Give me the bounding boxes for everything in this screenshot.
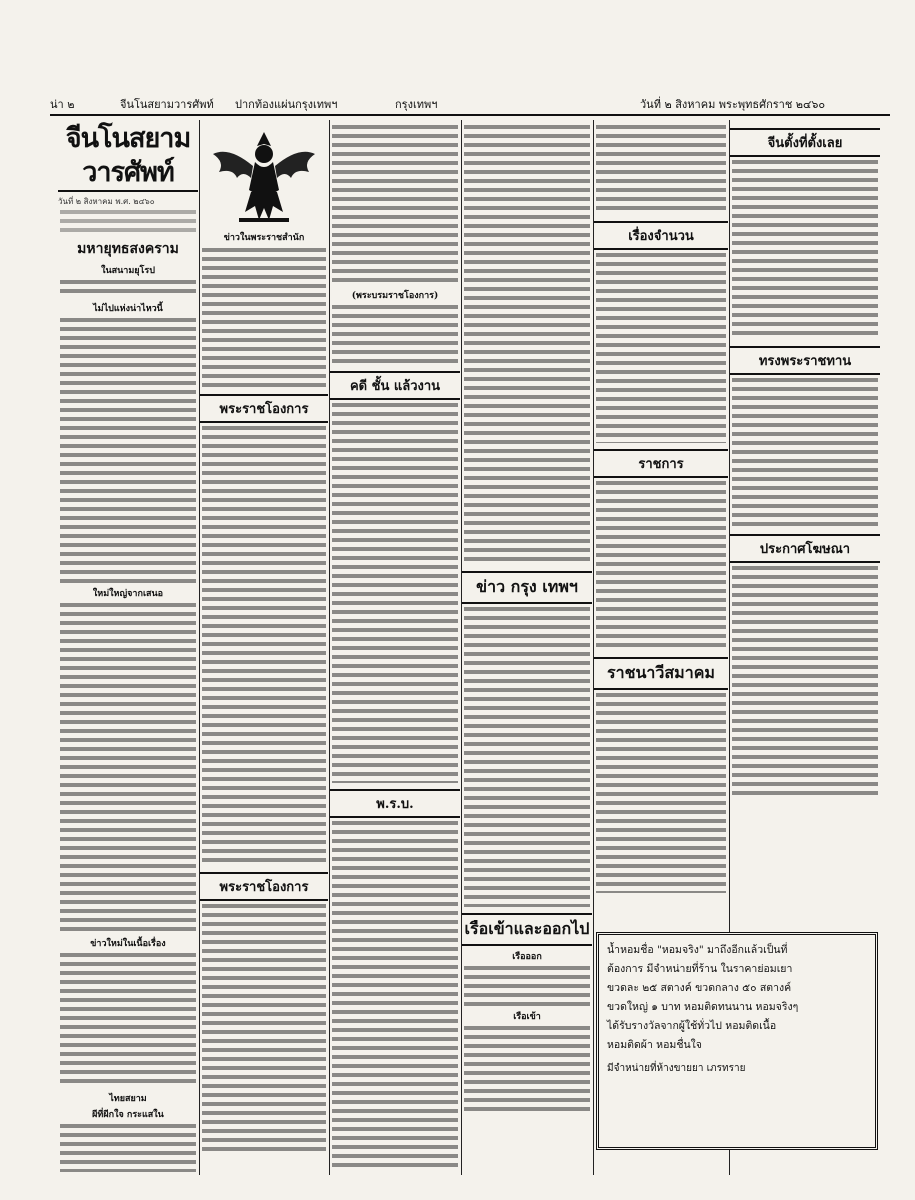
section-subheading-5: ไทยสยาม: [109, 1094, 147, 1104]
decree-subheading: (พระบรมราชโองการ): [351, 291, 439, 301]
arrivals-subheading: เรือเข้า: [513, 1012, 541, 1022]
ad-line-2: ต้องการ มีจำหน่ายที่ร้าน ในราคาย่อมเยา: [607, 963, 793, 975]
ad-line-6: หอมติดผ้า หอมชื่นใจ: [607, 1039, 702, 1051]
masthead: จีนโนสยามวารศัพท์: [58, 122, 198, 192]
article-text: [596, 125, 726, 215]
article-text: [60, 280, 196, 298]
section-heading-6b: ทรงพระราชทาน: [730, 346, 880, 375]
war-subheading-2: ไม่ไปแห่งน่าไหวนี้: [93, 304, 163, 314]
column-4: [462, 122, 592, 1172]
shipping-heading: เรือเข้าและออกไป: [462, 913, 592, 946]
column-3: [330, 122, 460, 1172]
article-text: [332, 305, 458, 365]
column-2: [200, 122, 328, 1172]
departures-subheading: เรือออก: [512, 952, 542, 962]
war-subheading: ในสนามยุโรป: [101, 266, 155, 276]
article-text: [60, 953, 196, 1088]
article-text: [596, 693, 726, 893]
article-text: [202, 904, 326, 1154]
section-heading-case: คดี ชั้น แล้วงาน: [330, 371, 460, 400]
article-text: [732, 378, 878, 528]
article-text: [596, 253, 726, 443]
section-heading-official: ราชการ: [594, 449, 728, 478]
section-subheading-3: ใหม่ใหญ่จากเสนอ: [92, 589, 164, 599]
running-header: [50, 92, 890, 116]
article-text: [464, 125, 590, 565]
section-heading-6c: ประกาศโฆษณา: [730, 534, 880, 563]
article-text: [596, 481, 726, 651]
article-text: [60, 1124, 196, 1172]
article-text: [202, 248, 326, 388]
shipping-text: [464, 966, 590, 1006]
column-1: [58, 122, 198, 1172]
page-number: น่า ๒: [50, 98, 75, 111]
ad-line-3: ขวดละ ๒๕ สตางค์ ขวดกลาง ๕๐ สตางค์: [607, 982, 792, 994]
section-heading-amount: เรื่องจำนวน: [594, 221, 728, 250]
city-line: ปากท้องแผ่นกรุงเทพฯ: [235, 98, 338, 111]
article-text: [202, 426, 326, 866]
ad-footer: มีจำหน่ายที่ห้างขายยา เภรทราย: [607, 1063, 746, 1074]
article-text: [332, 821, 458, 1172]
article-text: [60, 603, 196, 933]
ad-line-1: น้ำหอมชื่อ "หอมจริง" มาถึงอีกแล้วเป็นที่: [607, 944, 788, 956]
navy-league-heading: ราชนาวีสมาคม: [594, 657, 728, 690]
ad-line-4: ขวดใหญ่ ๑ บาท หอมติดทนนาน หอมจริงๆ: [607, 1001, 799, 1013]
section-heading-act: พ.ร.บ.: [330, 789, 460, 818]
war-headline: มหายุทธสงคราม: [77, 241, 179, 257]
article-text: [332, 403, 458, 783]
issue-date: วันที่ ๒ สิงหาคม พระพุทธศักราช ๒๔๖๐: [640, 98, 826, 111]
section-heading-6a: จีนตั้งที่ตั้งเลย: [730, 128, 880, 157]
article-text: [464, 607, 590, 907]
royal-news-caption: ข่าวในพระราชสำนัก: [223, 233, 305, 243]
paper-name: จีนโนสยามวารศัพท์: [120, 98, 214, 111]
article-text: [60, 210, 196, 232]
section-subheading-6: ผีที่ผีกใจ กระแสใน: [92, 1110, 164, 1120]
masthead-meta: วันที่ ๒ สิงหาคม พ.ศ. ๒๔๖๐: [58, 197, 155, 206]
article-text: [732, 160, 878, 340]
article-text: [60, 318, 196, 583]
ad-line-5: ได้รับรางวัลจากผู้ใช้ทั่วไป หอมติดเนื้อ: [607, 1020, 777, 1032]
section-heading-royal: พระราชโองการ: [200, 394, 328, 423]
shipping-text: [464, 1026, 590, 1116]
garuda-emblem-icon: [209, 128, 319, 226]
bangkok-news-heading: ข่าว กรุง เทพฯ: [462, 571, 592, 604]
section-subheading-4: ข่าวใหม่ในเนื้อเรื่อง: [90, 939, 166, 949]
article-text: [332, 125, 458, 285]
day-line: กรุงเทพฯ: [395, 98, 438, 111]
article-text: [732, 566, 878, 796]
perfume-advertisement: [596, 932, 878, 1150]
section-heading-royal-2: พระราชโองการ: [200, 872, 328, 901]
